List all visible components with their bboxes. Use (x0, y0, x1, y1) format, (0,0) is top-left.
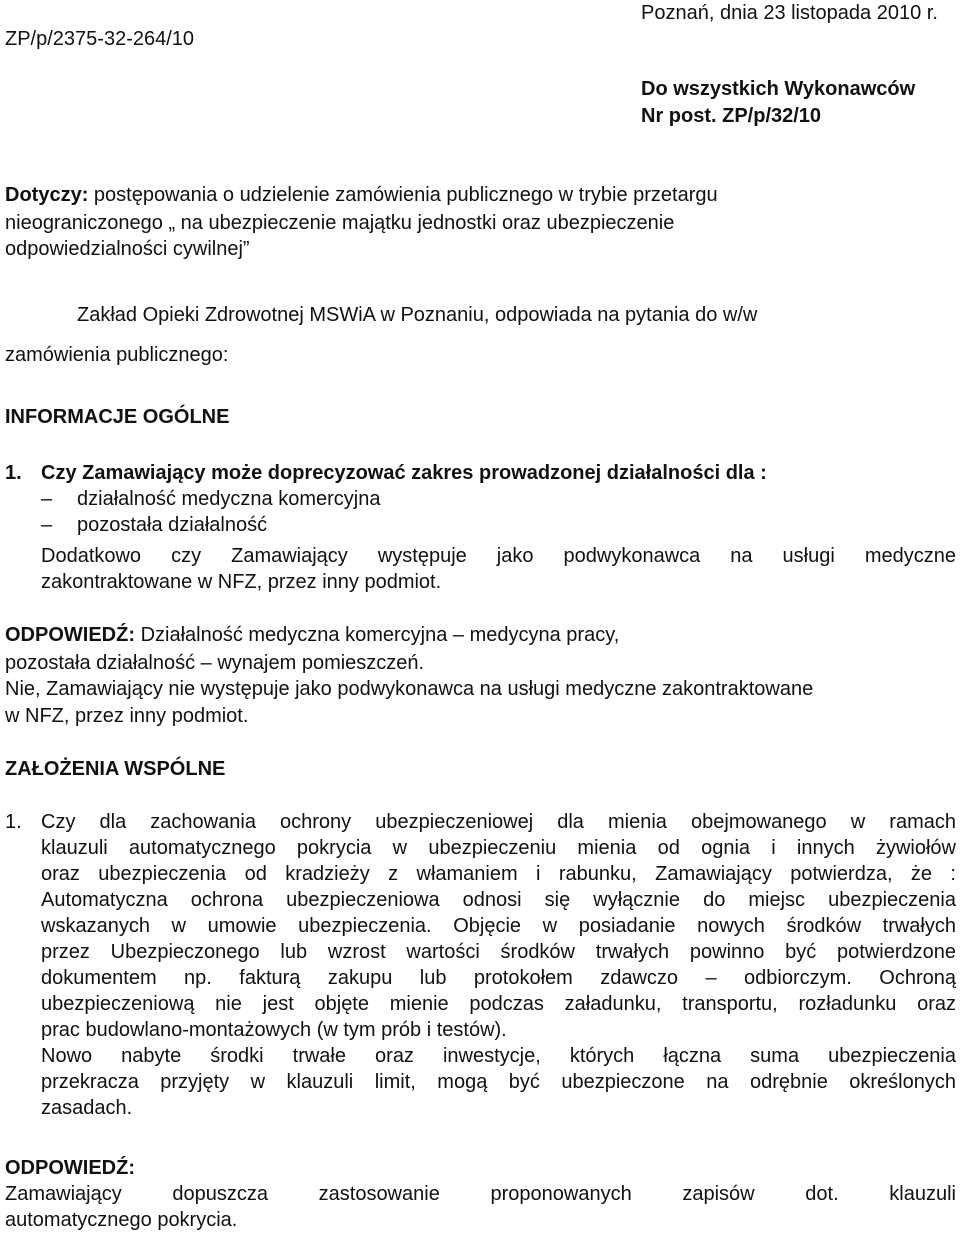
place-and-date: Poznań, dnia 23 listopada 2010 r. (641, 2, 938, 24)
question-2-line-2: klauzuli automatycznego pokrycia w ubezpieczeniu mienia od ognia i innych żywiołów (41, 837, 956, 859)
question-1-additional-line-1: Dodatkowo czy Zamawiający występuje jako podwykonawca na usługi medyczne (41, 545, 956, 567)
question-2-line-12: zasadach. (41, 1097, 133, 1119)
document-reference: ZP/p/2375-32-264/10 (5, 28, 195, 50)
bullet-item-2: pozostała działalność (77, 514, 268, 536)
question-2-line-8: ubezpieczeniową nie jest objęte mienie podczas załadunku, transportu, rozładunku oraz (41, 993, 956, 1015)
question-1-additional-line-2: zakontraktowane w NFZ, przez inny podmiot. (41, 571, 442, 593)
question-1-text: Czy Zamawiający może doprecyzować zakres prowadzonej działalności dla : (41, 462, 767, 484)
subject-text: postępowania o udzielenie zamówienia publicznego w trybie przetargu (93, 184, 718, 206)
question-2-line-5: wskazanych w umowie ubezpieczenia. Objęcie w posiadanie nowych środków trwałych (41, 915, 956, 937)
intro-line-1: Zakład Opieki Zdrowotnej MSWiA w Poznaniu, odpowiada na pytania do w/w (77, 304, 758, 326)
question-2-line-9: prac budowlano-montażowych (w tym prób i testów). (41, 1019, 507, 1041)
answer-2-line-2: automatycznego pokrycia. (5, 1209, 238, 1231)
subject-label: Dotyczy: (5, 184, 89, 206)
question-2-line-10: Nowo nabyte środki trwałe oraz inwestycje, których łączna suma ubezpieczenia (41, 1045, 956, 1067)
answer-1-line-1 (5, 622, 619, 648)
intro-line-2: zamówienia publicznego: (5, 344, 229, 366)
answer-label: ODPOWIEDŹ: (5, 624, 135, 646)
subject-line-2: nieograniczonego „ na ubezpieczenie majątku jednostki oraz ubezpieczenie (5, 212, 675, 234)
answer-text: Działalność medyczna komercyjna – medycyna pracy, (140, 624, 620, 646)
question-2-line-7: dokumentem np. fakturą zakupu lub protokołem zdawczo – odbiorczym. Ochroną (41, 967, 956, 989)
bullet-dash: – (41, 488, 53, 510)
question-2-line-6: przez Ubezpieczonego lub wzrost wartości środków trwałych powinno być potwierdzone (41, 941, 956, 963)
section-heading-general: INFORMACJE OGÓLNE (5, 406, 230, 428)
recipient: Do wszystkich Wykonawców (641, 78, 916, 100)
answer-2-line-1: Zamawiający dopuszcza zastosowanie proponowanych zapisów dot. klauzuli (5, 1183, 956, 1205)
answer-1-line-4: w NFZ, przez inny podmiot. (5, 705, 249, 727)
bullet-dash: – (41, 514, 53, 536)
subject-line-3: odpowiedzialności cywilnej” (5, 238, 250, 260)
answer-1-line-3: Nie, Zamawiający nie występuje jako podwykonawca na usługi medyczne zakontraktowane (5, 678, 814, 700)
question-2-line-11: przekracza przyjęty w klauzuli limit, mogą być ubezpieczone na odrębnie określonych (41, 1071, 956, 1093)
section-heading-common: ZAŁOŻENIA WSPÓLNE (5, 758, 226, 780)
answer-1-line-2: pozostała działalność – wynajem pomieszczeń. (5, 652, 425, 674)
answer-label: ODPOWIEDŹ: (5, 1157, 135, 1179)
subject-line-1 (5, 182, 718, 208)
question-2-line-4: Automatyczna ochrona ubezpieczeniowa odnosi się wyłącznie do miejsc ubezpieczenia (41, 889, 956, 911)
question-2-line-1: Czy dla zachowania ochrony ubezpieczeniowej dla mienia obejmowanego w ramach (41, 811, 956, 833)
bullet-item-1: działalność medyczna komercyjna (77, 488, 381, 510)
postal-reference: Nr post. ZP/p/32/10 (641, 105, 822, 127)
question-2-line-3: oraz ubezpieczenia od kradzieży z włamaniem i rabunku, Zamawiający potwierdza, że : (41, 863, 956, 885)
question-2-number: 1. (5, 811, 22, 833)
question-1-number: 1. (5, 462, 22, 484)
